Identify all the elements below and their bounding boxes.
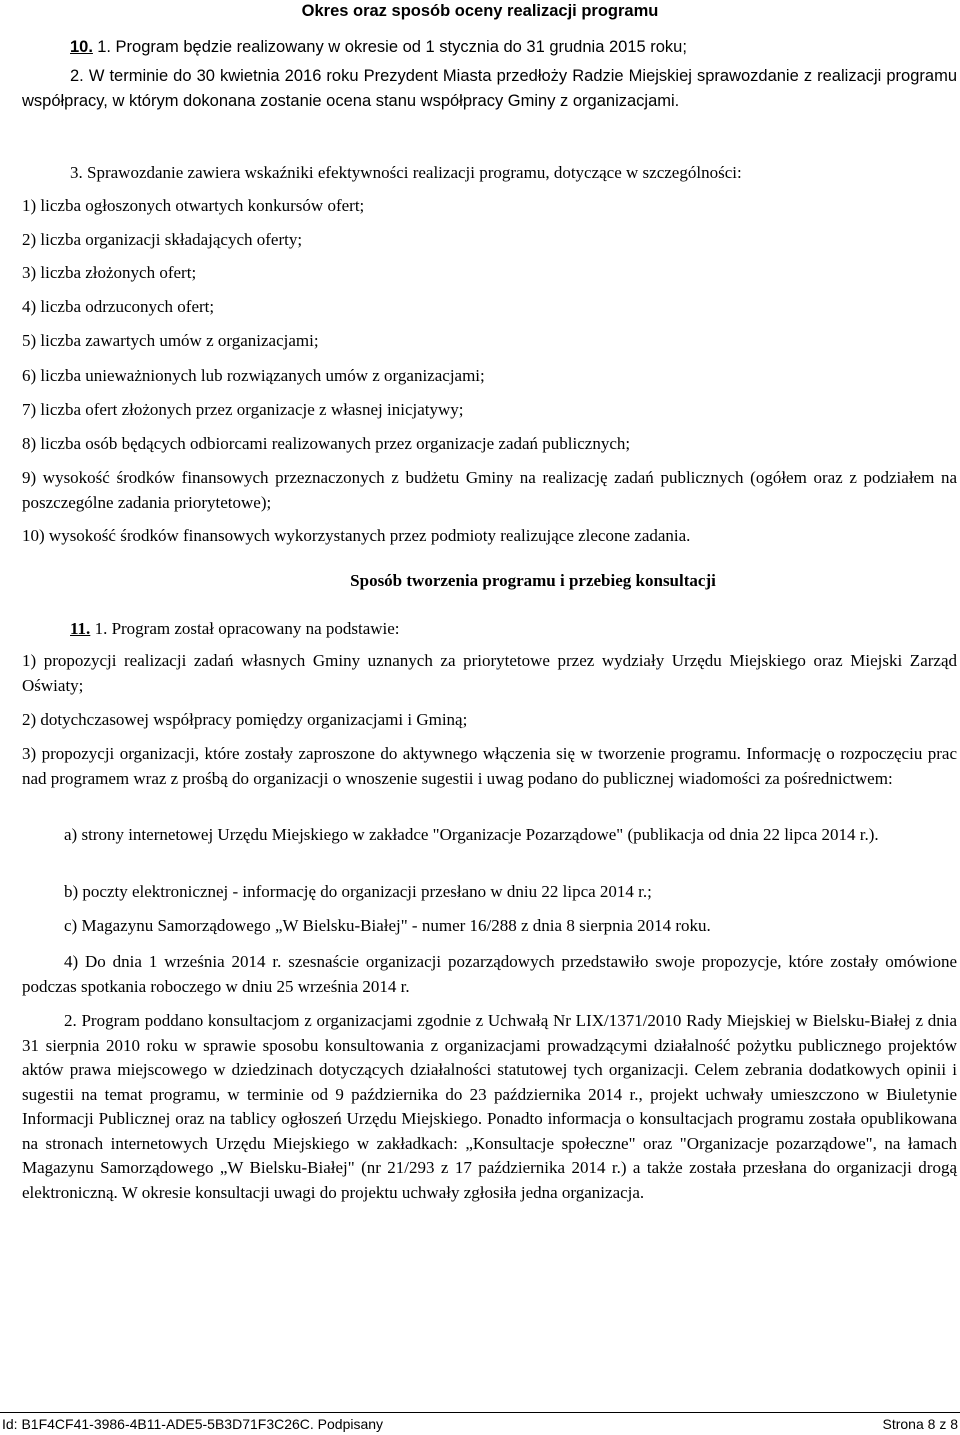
sub-list-item: a) strony internetowej Urzędu Miejskiego w zakładce "Organizacje Pozarządowe" (publikacja od dnia 22 lipca 2014 r.). xyxy=(64,825,879,844)
paragraph-text: 1. Program będzie realizowany w okresie od 1 stycznia do 31 grudnia 2015 roku; xyxy=(97,38,687,56)
list-item: 3) propozycji organizacji, które zostały zaproszone do aktywnego włączenia się w tworzenie programu. Informację o rozpoczęciu prac nad programem wraz z prośbą do organizacji o wnoszenie sugestii i uwag podano do publicznej wiadomości za pośrednictwem: xyxy=(22,744,957,788)
sub-list-item: c) Magazynu Samorządowego „W Bielsku-Białej" - numer 16/288 z dnia 8 sierpnia 2014 roku. xyxy=(64,916,711,935)
paragraph-10-3: 3. Sprawozdanie zawiera wskaźniki efektywności realizacji programu, dotyczące w szczególności: xyxy=(70,163,742,182)
list-item: 1) liczba ogłoszonych otwartych konkursów ofert; xyxy=(22,196,365,215)
paragraph-10-2: 2. W terminie do 30 kwietnia 2016 roku Prezydent Miasta przedłoży Radzie Miejskiej sprawozdanie z realizacji programu współpracy, w którym dokonana zostanie ocena stanu współpracy Gminy z organizacjami. xyxy=(22,67,957,110)
paragraph-number: 11. xyxy=(70,619,91,638)
list-item: 9) wysokość środków finansowych przeznaczonych z budżetu Gminy na realizację zadań publicznych (ogółem oraz z podziałem na poszczególne zadania priorytetowe); xyxy=(22,468,957,512)
list-item: 2) dotychczasowej współpracy pomiędzy organizacjami i Gminą; xyxy=(22,710,468,729)
list-item: 4) liczba odrzuconych ofert; xyxy=(22,297,215,316)
list-item: 10) wysokość środków finansowych wykorzystanych przez podmioty realizujące zlecone zadania. xyxy=(22,526,691,545)
document-id: Id: B1F4CF41-3986-4B11-ADE5-5B3D71F3C26C. Podpisany xyxy=(2,1416,384,1432)
list-item: 8) liczba osób będących odbiorcami realizowanych przez organizacje zadań publicznych; xyxy=(22,434,631,453)
list-item: 3) liczba złożonych ofert; xyxy=(22,263,197,282)
page-number: Strona 8 z 8 xyxy=(882,1416,958,1432)
list-item: 1) propozycji realizacji zadań własnych Gminy uznanych za priorytetowe przez wydziały Urzędu Miejskiego oraz Miejski Zarząd Oświaty; xyxy=(22,651,957,695)
list-item: 5) liczba zawartych umów z organizacjami; xyxy=(22,331,319,350)
paragraph-11-1 xyxy=(70,617,950,642)
section-heading-consultations: Sposób tworzenia programu i przebieg konsultacji xyxy=(350,571,716,590)
paragraph-text: 1. Program został opracowany na podstawie: xyxy=(94,619,400,638)
paragraph-11-2: 2. Program poddano konsultacjom z organizacjami zgodnie z Uchwałą Nr LIX/1371/2010 Rady Miejskiej w Bielsku-Białej z dnia 31 sierpnia 2010 roku w sprawie sposobu konsultowania z organizacjami prowadzącymi działalność pożytku publicznego projektów aktów prawa miejscowego w dziedzinach dotyczących działalności statutowej tych organizacji. Celem zebrania dodatkowych opinii i sugestii na temat programu, w terminie od 9 października do 23 października 2014 r., projekt uchwały umieszczono w Biuletynie Informacji Publicznej oraz na tablicy ogłoszeń Urzędu Miejskiego. Ponadto informacja o konsultacjach programu została opublikowana na stronach internetowych Urzędu Miejskiego w zakładkach: „Konsultacje społeczne" oraz "Organizacje pozarządowe", na łamach Magazynu Samorządowego „W Bielsku-Białej" (nr 21/293 z 17 października 2014 r.) a także została przesłana do organizacji drogą elektroniczną. W okresie konsultacji uwagi do projektu uchwały zgłosiła jedna organizacja. xyxy=(22,1011,957,1202)
list-item: 2) liczba organizacji składających oferty; xyxy=(22,230,303,249)
list-item: 4) Do dnia 1 września 2014 r. szesnaście organizacji pozarządowych przedstawiło swoje propozycje, które zostały omówione podczas spotkania roboczego w dniu 25 września 2014 r. xyxy=(22,952,957,996)
paragraph-10-1 xyxy=(70,35,950,60)
page-footer xyxy=(0,1412,960,1435)
list-item: 6) liczba unieważnionych lub rozwiązanych umów z organizacjami; xyxy=(22,366,485,385)
sub-list-item: b) poczty elektronicznej - informację do organizacji przesłano w dniu 22 lipca 2014 r.; xyxy=(64,882,652,901)
paragraph-number: 10. xyxy=(70,38,93,56)
list-item: 7) liczba ofert złożonych przez organizacje z własnej inicjatywy; xyxy=(22,400,464,419)
section-heading-evaluation: Okres oraz sposób oceny realizacji programu xyxy=(301,2,659,20)
